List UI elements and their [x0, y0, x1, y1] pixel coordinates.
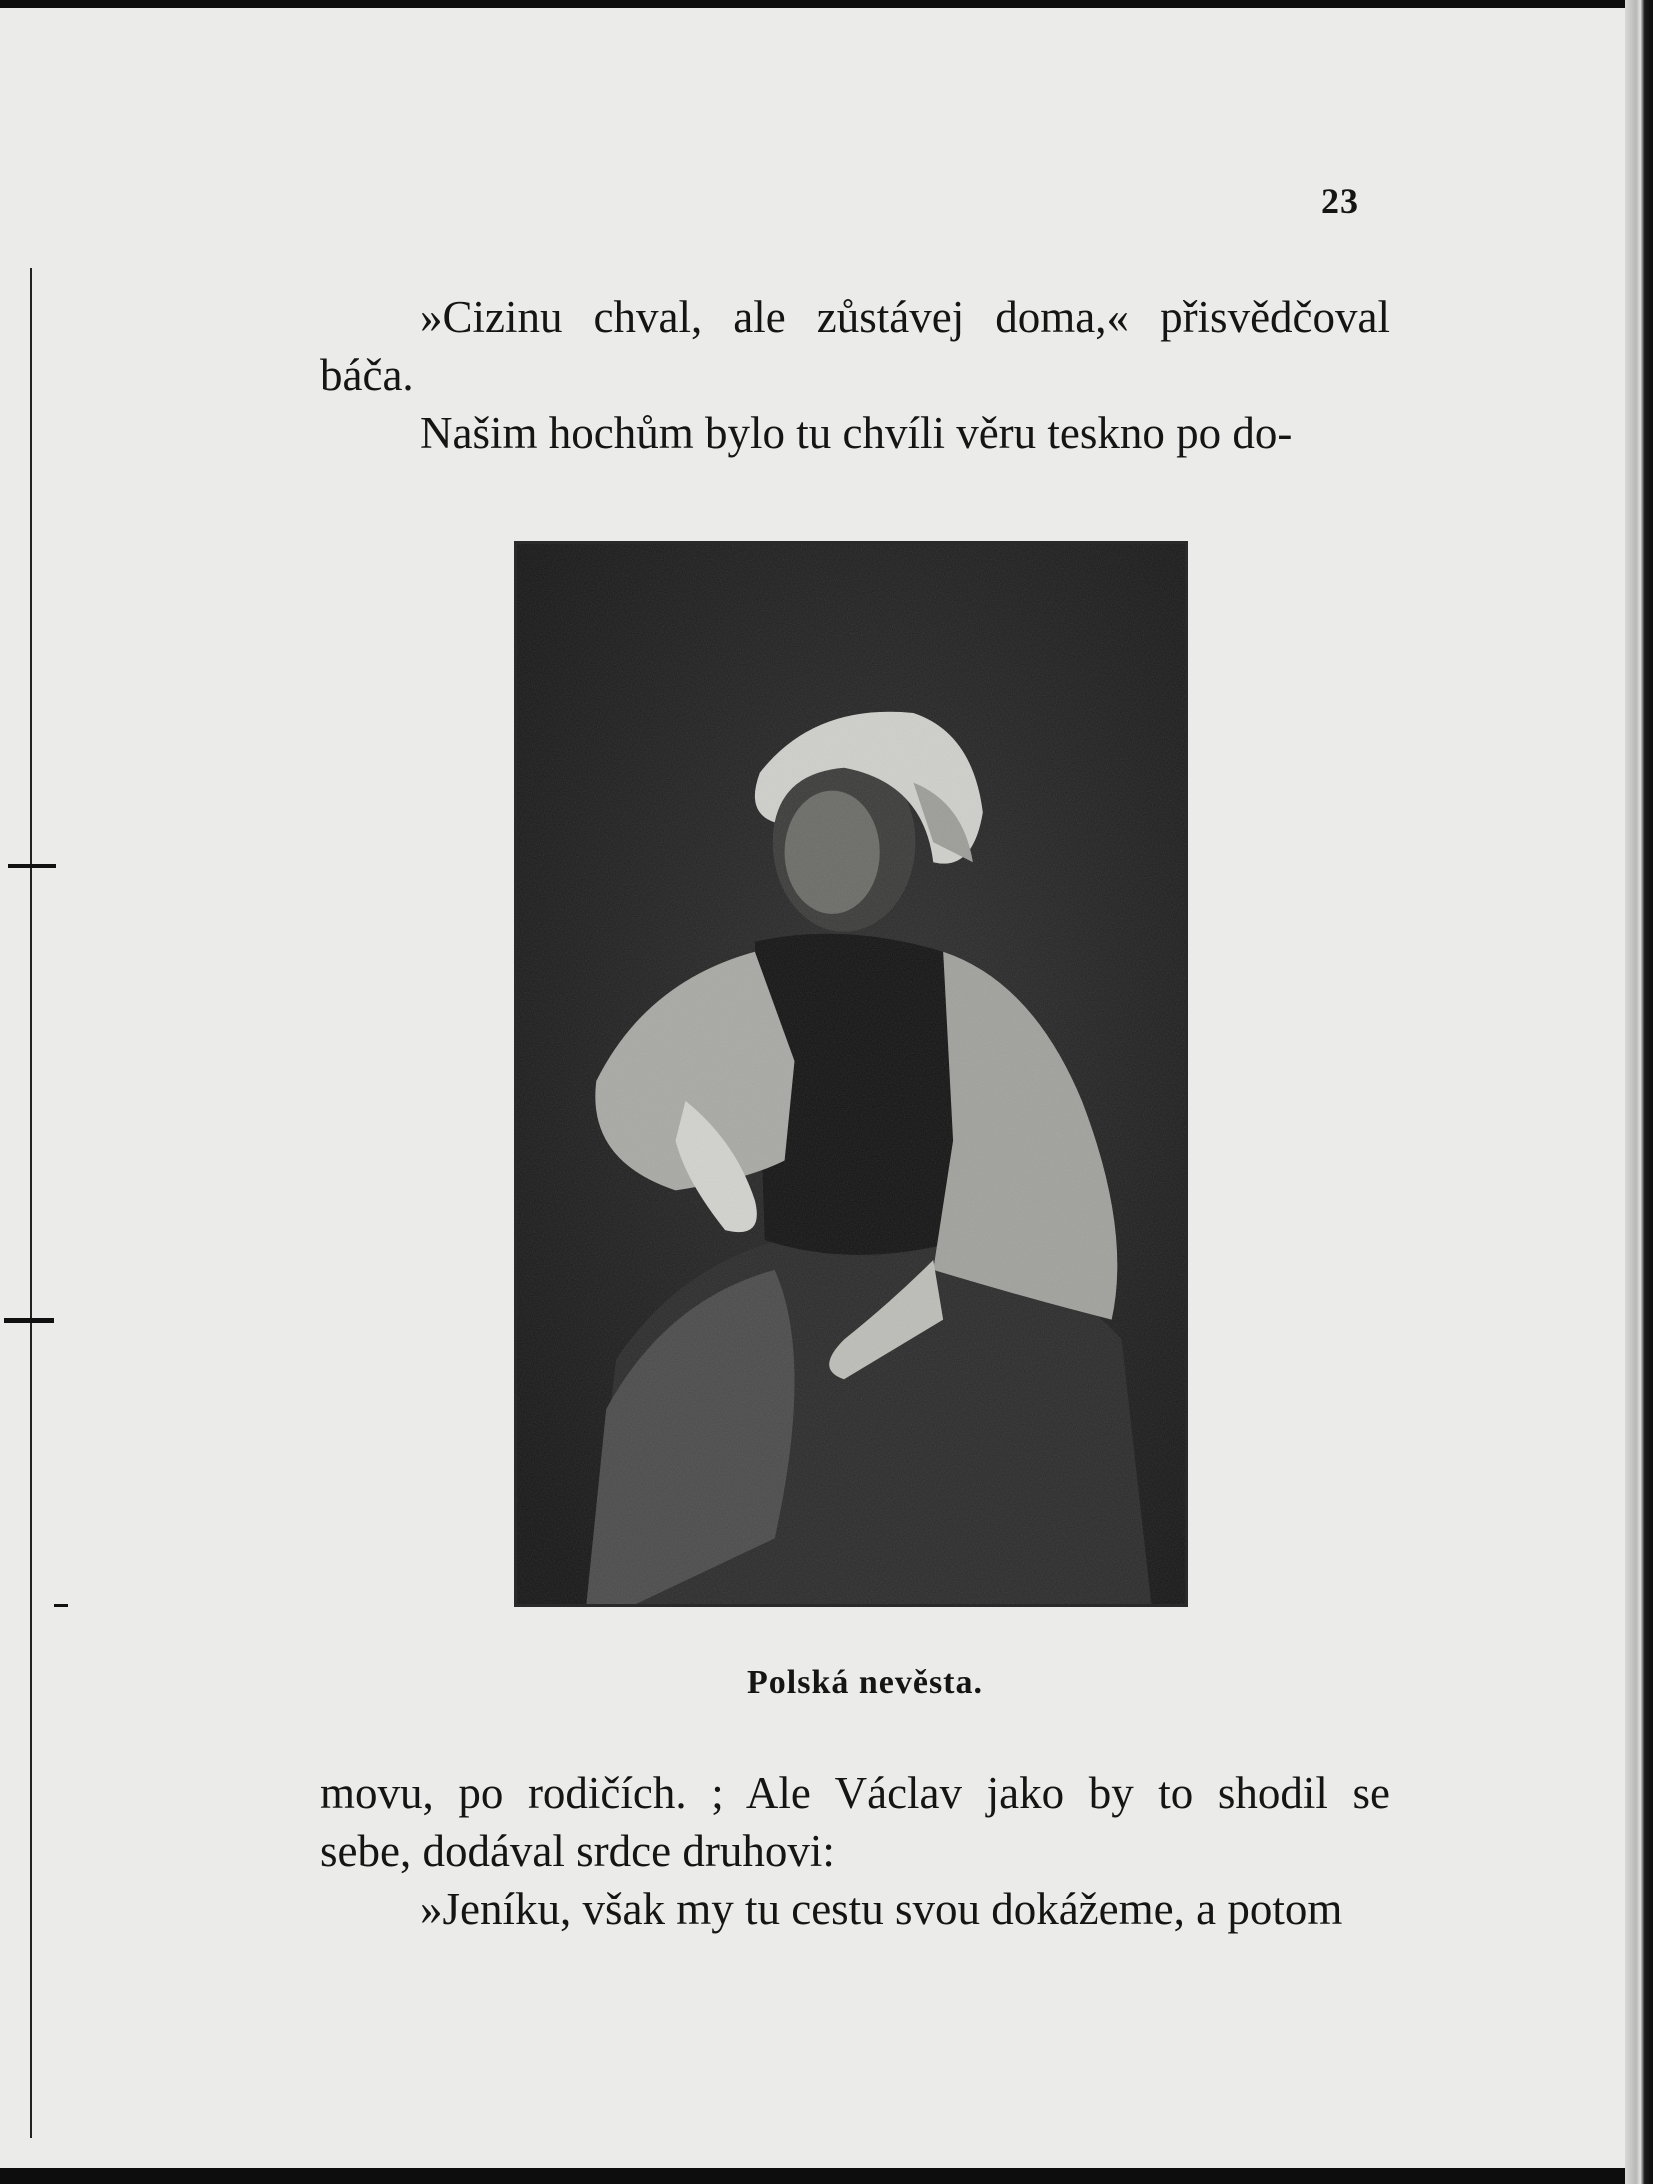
binding-mark: [8, 864, 56, 868]
text-line: movu, po rodičích. ; Ale Václav jako by to shodil se: [320, 1768, 1390, 1818]
text-line: Našim hochům bylo tu chvíli věru teskno po do-: [420, 408, 1293, 458]
binding-line: [30, 268, 32, 2138]
portrait-illustration: [517, 544, 1185, 1604]
text-line: báča.: [320, 350, 414, 400]
text-line: sebe, dodával srdce druhovi:: [320, 1826, 835, 1876]
portrait-photo: [514, 541, 1188, 1607]
binding-mark: [54, 1604, 68, 1607]
binding-mark: [4, 1318, 54, 1323]
figure-caption: Polská nevěsta.: [747, 1664, 983, 1701]
text-line: »Jeníku, však my tu cestu svou dokážeme, a potom: [420, 1884, 1343, 1934]
book-page-edge: [1625, 0, 1653, 2184]
page-number: 23: [1321, 181, 1359, 221]
book-page: [0, 8, 1627, 2168]
text-line: »Cizinu chval, ale zůstávej doma,« přisvědčoval: [420, 292, 1390, 342]
